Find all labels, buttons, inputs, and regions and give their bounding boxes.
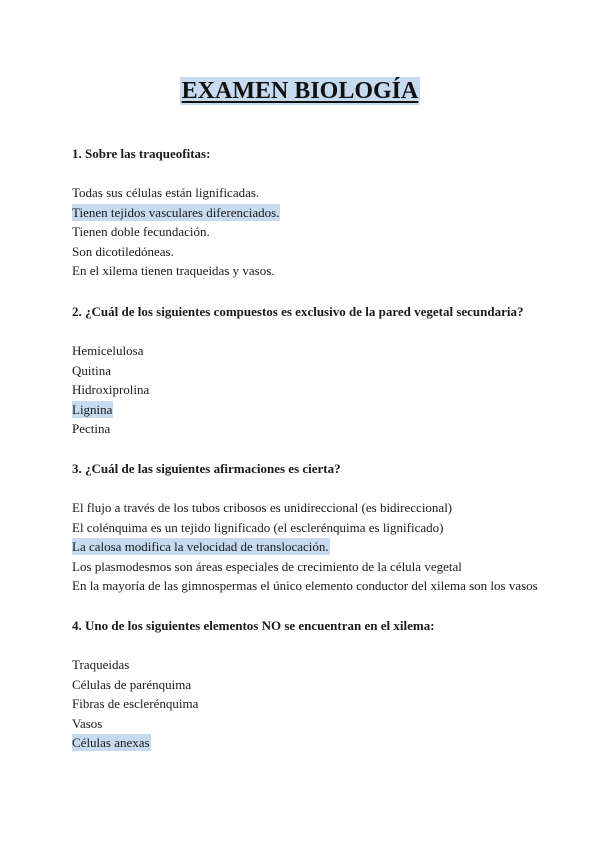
option-text: Hemicelulosa (72, 343, 144, 358)
option-text: Tienen doble fecundación. (72, 224, 210, 240)
question-title: 3. ¿Cuál de las siguientes afirmaciones es cierta? (72, 461, 341, 476)
option-item (72, 341, 552, 361)
option-item (72, 557, 552, 577)
option-text: En el xilema tienen traqueidas y vasos. (72, 263, 275, 279)
option-item (72, 714, 552, 734)
option-text: Son dicotiledóneas. (72, 243, 174, 259)
options-list (72, 183, 552, 281)
option-item-correct (72, 400, 552, 420)
option-text: El flujo a través de los tubos cribosos es unidireccional (es bidireccional) (72, 500, 453, 515)
question-2 (72, 304, 552, 439)
option-text: Vasos (72, 715, 103, 731)
option-item (72, 518, 552, 538)
option-text: Células anexas (72, 735, 150, 751)
option-item (72, 242, 552, 262)
option-text: El colénquima es un tejido lignificado (el esclerénquima es lignificado) (72, 519, 444, 535)
option-text: Traqueidas (72, 657, 130, 672)
question-1 (72, 146, 552, 281)
options-list (72, 498, 552, 596)
option-item-correct (72, 537, 552, 557)
option-item (72, 419, 552, 439)
option-item (72, 694, 552, 714)
option-item (72, 380, 552, 400)
option-item (72, 576, 552, 596)
option-text: Quitina (72, 362, 111, 378)
option-text: Lignina (72, 401, 113, 417)
option-text: En la mayoría de las gimnospermas el único elemento conductor del xilema son los vasos (72, 578, 538, 594)
option-text: Todas sus células están lignificadas. (72, 185, 260, 200)
option-text: La calosa modifica la velocidad de translocación. (72, 539, 329, 555)
option-text: Pectina (72, 421, 111, 437)
exam-title: EXAMEN BIOLOGÍA (181, 78, 419, 104)
question-3 (72, 461, 552, 596)
option-text: Células de parénquima (72, 676, 192, 692)
options-list (72, 341, 552, 439)
option-item-correct (72, 733, 552, 753)
question-title: 1. Sobre las traqueofitas: (72, 146, 211, 161)
option-item (72, 222, 552, 242)
option-item (72, 498, 552, 518)
title-container (0, 77, 600, 105)
option-item (72, 261, 552, 281)
option-item (72, 361, 552, 381)
option-item (72, 675, 552, 695)
option-text: Hidroxiprolina (72, 382, 150, 398)
option-text: Fibras de esclerénquima (72, 696, 199, 712)
option-item (72, 655, 552, 675)
question-title: 4. Uno de los siguientes elementos NO se encuentran en el xilema: (72, 618, 435, 633)
option-text: Tienen tejidos vasculares diferenciados. (72, 204, 280, 220)
option-item-correct (72, 203, 552, 223)
options-list (72, 655, 552, 753)
question-title: 2. ¿Cuál de los siguientes compuestos es exclusivo de la pared vegetal secundaria? (72, 304, 524, 319)
question-4 (72, 618, 552, 753)
option-text: Los plasmodesmos son áreas especiales de crecimiento de la célula vegetal (72, 558, 462, 574)
option-item (72, 183, 552, 203)
